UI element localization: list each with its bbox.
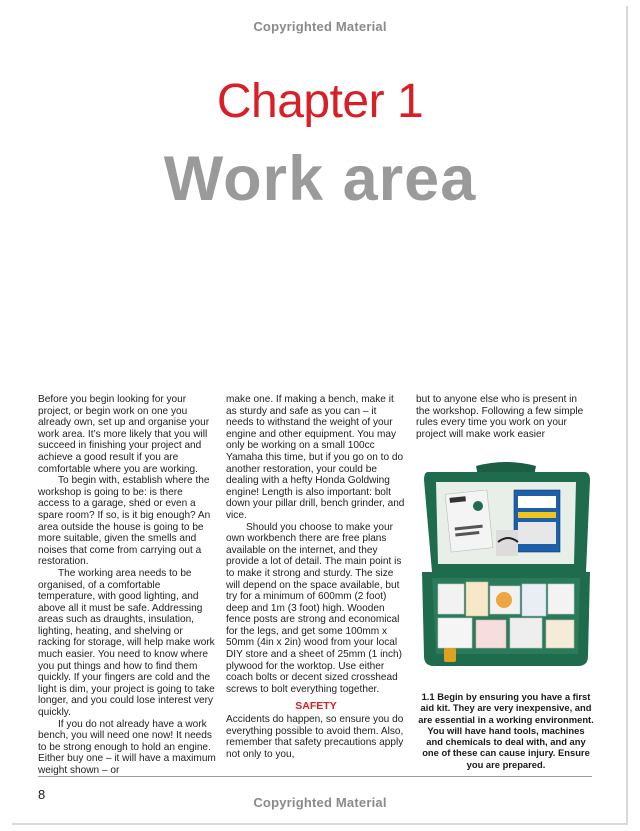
paragraph: To begin with, establish where the workshop is going to be: is there access to a garage, shed or even a spare room? If so, is it big enough? An area outside the house is going to be more suitable, given the smells and noises that come from carrying out a restoration. (38, 475, 211, 568)
watermark-bottom: Copyrighted Material (253, 795, 387, 810)
chapter-title: Work area (163, 144, 477, 214)
paragraph: Before you begin looking for your project, or begin work on one you already own, set up and organise your work area. It’s more likely that you will succeed in finishing your project and achieve a good result if you are comfortable where you are working. (38, 394, 210, 475)
paragraph: The working area needs to be organised, of a comfortable temperature, with good lighting, and above all it must be safe. Addressing areas such as draughts, insulation, lighting, heating, and shelving or racking for storage, will help make work much easier. You need to know where you put things and how to find them quickly. If your fingers are cold and the light is dim, your project is going to take longer, and you could lose interest very quickly. (38, 567, 215, 719)
footer-rule (38, 776, 592, 777)
text-column-2 (226, 394, 406, 760)
figure-caption: 1.1 Begin by ensuring you have a first aid kit. They are very inexpensive, and are essential in a working environment. You will have hand tools, machines and chemicals to deal with, and any one of these can cause injury. Ensure you are prepared. (418, 691, 594, 770)
paragraph: If you do not already have a work bench, you will need one now! It needs to be strong enough to hold an engine. Either buy one – it will have a maximum weight shown – or (38, 718, 216, 776)
paragraph: make one. If making a bench, make it as sturdy and safe as you can – it needs to withstand the weight of your engine and other equipment. You may only be working on a small 100cc Yamaha this time, but if you go on to do another restoration, your could be dealing with a hefty Honda Goldwing engine! Length is also important: bolt down your pillar drill, bench grinder, and vice. (226, 394, 405, 521)
paragraph: Accidents do happen, so ensure you do everything possible to avoid them. Also, remember that safety precautions apply not only to you, (226, 714, 404, 760)
chapter-label: Chapter 1 (216, 75, 424, 128)
paragraph: but to anyone else who is present in the workshop. Following a few simple rules every time you work on your project will make work easier (416, 394, 584, 440)
watermark-top: Copyrighted Material (253, 19, 387, 34)
first-aid-kit-photo (418, 460, 594, 682)
paragraph: Should you choose to make your own workbench there are free plans available on the internet, and they provide a lot of detail. The main point is to make it strong and sturdy. The size will depend on the space available, but try for a minimum of 600mm (2 foot) deep and 1m (3 foot) high. Wooden fence posts are strong and economical for the legs, and get some 100mm x 50mm (4in x 2in) wood from your local DIY store and a sheet of 25mm (1 inch) plywood for the worktop. Use either coach bolts or decent sized crosshead screws to bolt everything together. (226, 521, 402, 695)
text-column-1 (38, 394, 216, 777)
page-number: 8 (38, 787, 46, 802)
safety-heading: SAFETY (295, 700, 337, 713)
text-column-3 (416, 394, 592, 440)
